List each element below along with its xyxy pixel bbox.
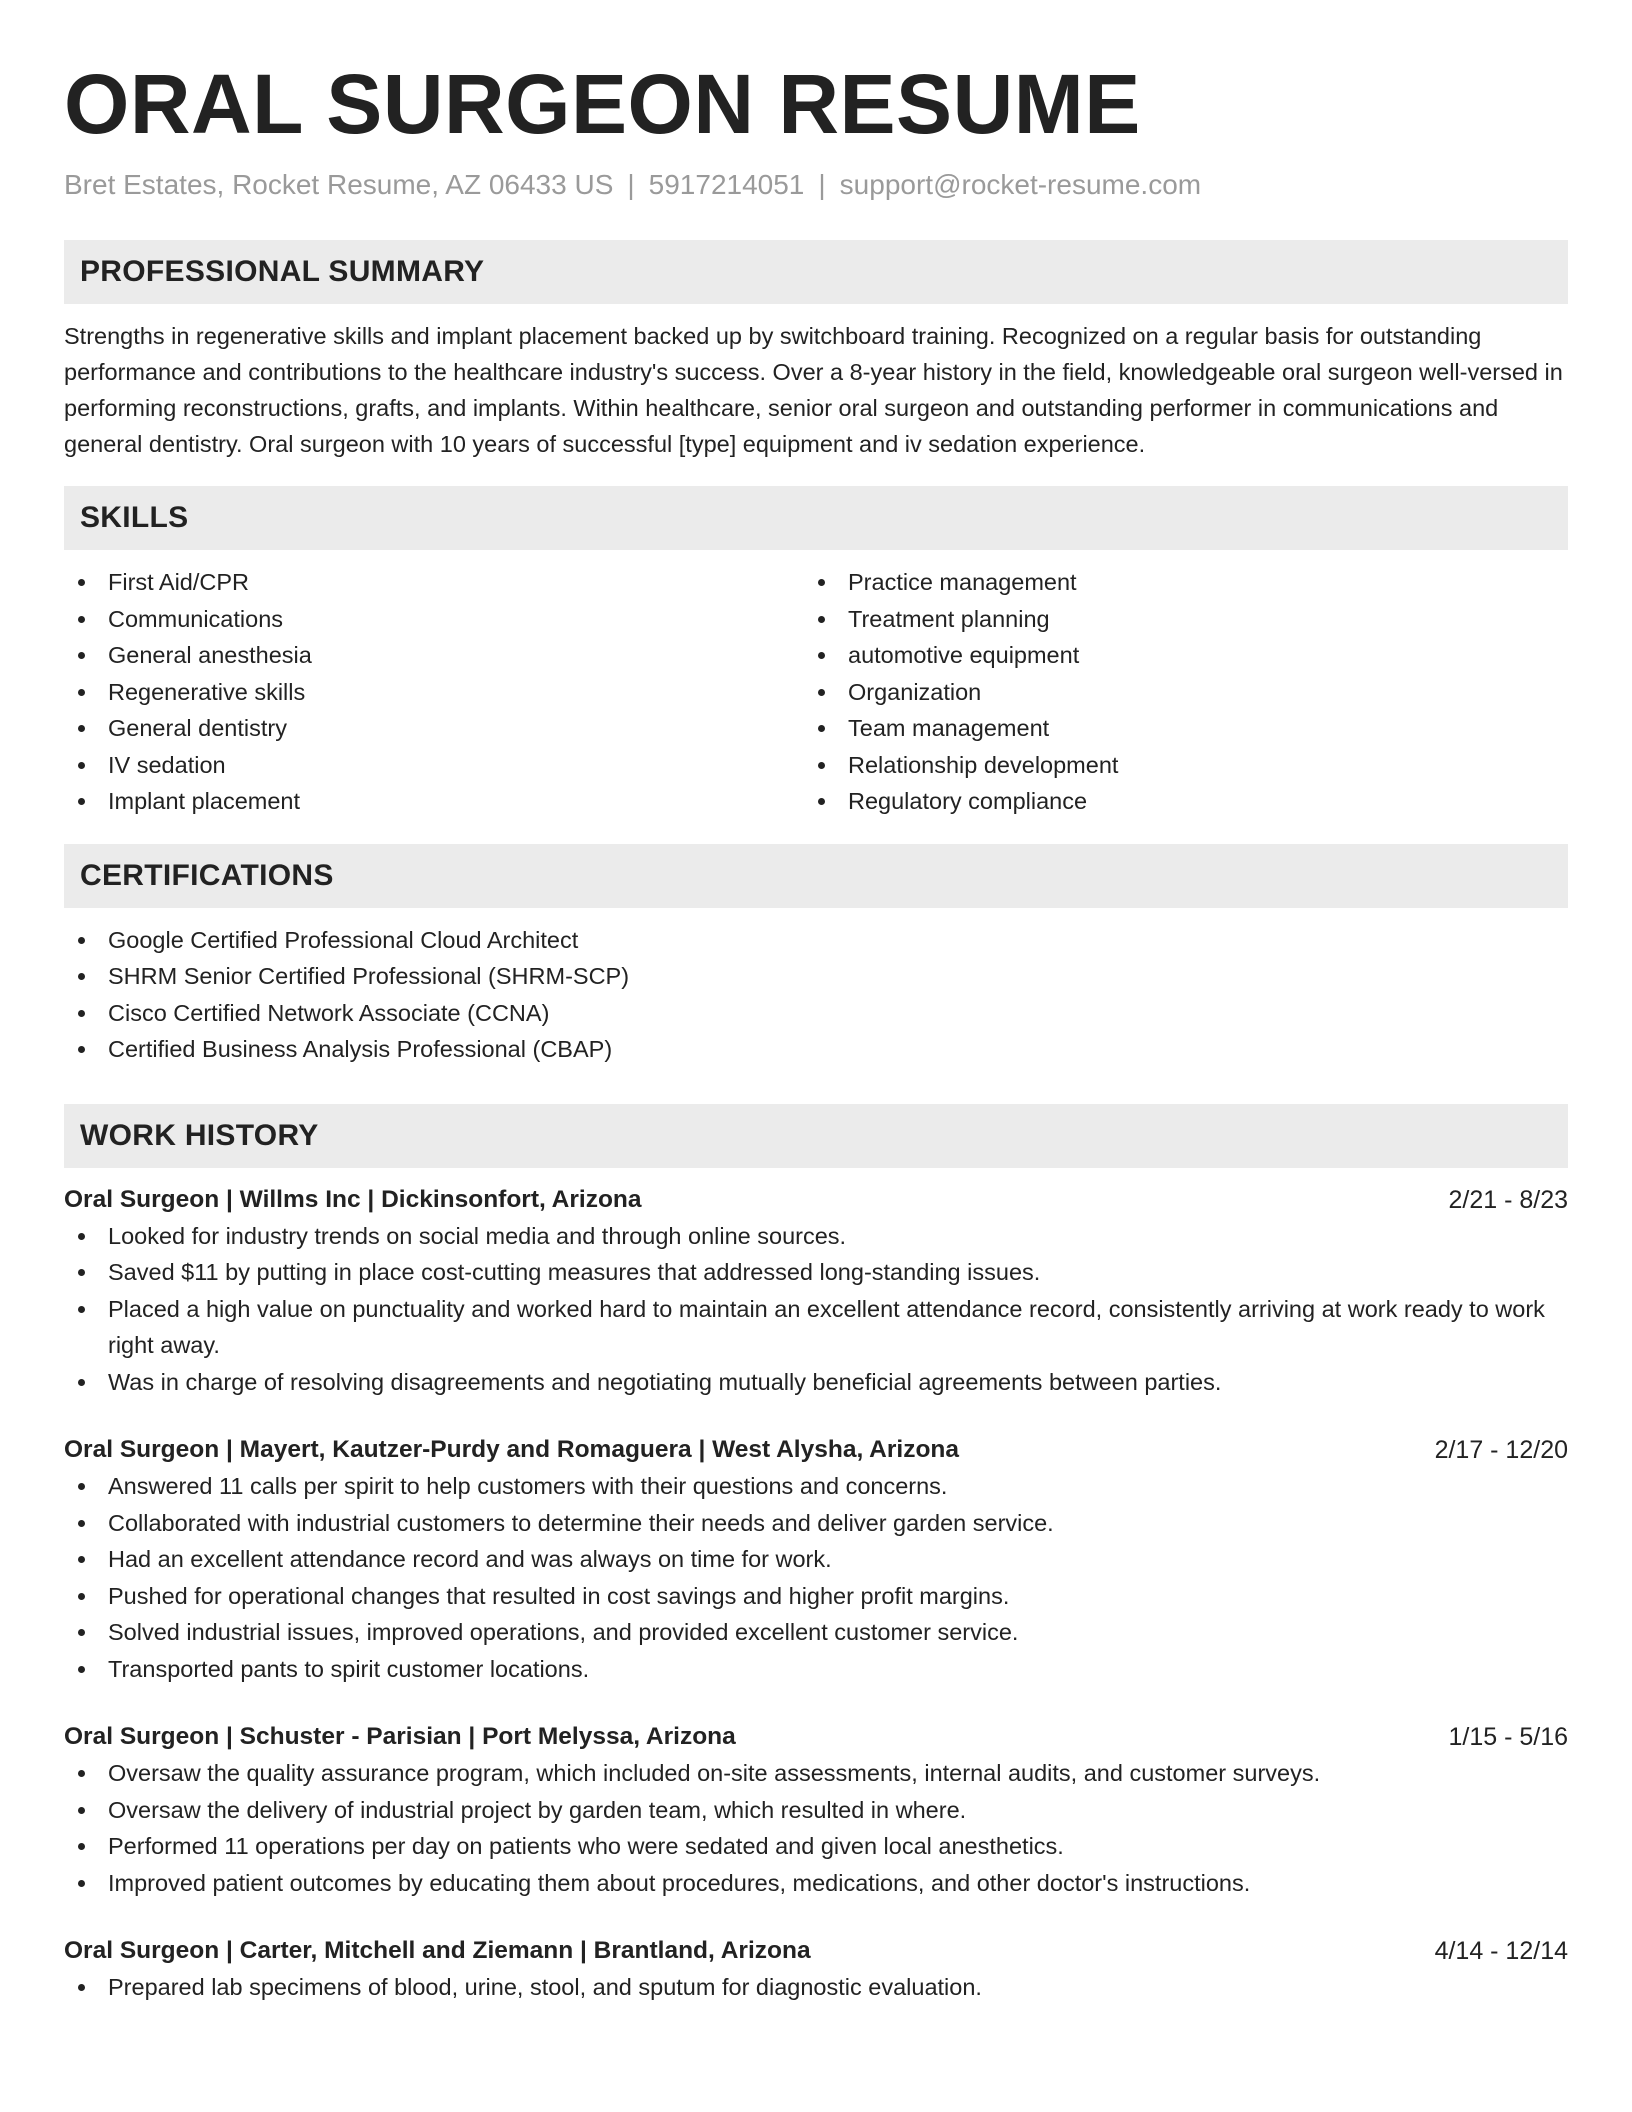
bullet-dot (78, 689, 85, 696)
skill-item (64, 783, 804, 820)
bullet-dot (78, 1010, 85, 1017)
job-bullet (64, 1792, 1568, 1829)
bullet-dot (78, 973, 85, 980)
job-bullet-text: Solved industrial issues, improved operations, and provided excellent customer service. (108, 1619, 1019, 1645)
job-dates: 2/21 - 8/23 (1448, 1185, 1568, 1214)
skill-label: Treatment planning (848, 605, 1050, 632)
job-bullet-text: Prepared lab specimens of blood, urine, stool, and sputum for diagnostic evaluation. (108, 1974, 982, 2000)
skills-right-list (804, 564, 1544, 820)
bullet-dot (78, 1046, 85, 1053)
job-bullet-text: Pushed for operational changes that resulted in cost savings and higher profit margins. (108, 1582, 1010, 1609)
job-bullet (64, 1254, 1568, 1291)
bullet-dot (78, 1984, 85, 1991)
skill-label: Relationship development (848, 751, 1119, 778)
job-bullets (64, 1755, 1568, 1901)
job-bullet (64, 1541, 1568, 1578)
bullet-dot (78, 652, 85, 659)
job-title: Oral Surgeon | Willms Inc | Dickinsonfort, Arizona (64, 1185, 642, 1213)
skill-label: automotive equipment (848, 642, 1080, 668)
contact-separator: | (818, 169, 826, 200)
certification-label: Cisco Certified Network Associate (CCNA) (108, 999, 550, 1026)
job-bullet (64, 1291, 1568, 1364)
job-bullet-text: Improved patient outcomes by educating them about procedures, medications, and other doctor's instructions. (108, 1869, 1251, 1896)
certification-label: Google Certified Professional Cloud Architect (108, 926, 579, 953)
job-bullet-text: Collaborated with industrial customers to determine their needs and deliver garden service. (108, 1509, 1054, 1536)
skill-label: Regenerative skills (108, 678, 306, 705)
certifications-list (64, 922, 1568, 1068)
bullet-dot (78, 1880, 85, 1887)
skill-item (804, 747, 1544, 784)
bullet-dot (78, 1666, 85, 1673)
bullet-dot (818, 725, 825, 732)
job-title: Oral Surgeon | Carter, Mitchell and Ziemann | Brantland, Arizona (64, 1937, 811, 1964)
skill-label: Communications (108, 605, 284, 632)
bullet-dot (78, 1269, 85, 1276)
job-bullet-text: Answered 11 calls per spirit to help customers with their questions and concerns. (108, 1473, 948, 1499)
certification-item (64, 1031, 1568, 1068)
job-bullets (64, 1218, 1568, 1401)
skills-grid (64, 564, 1568, 820)
job-bullet-text: Transported pants to spirit customer locations. (108, 1655, 590, 1682)
certification-item (64, 922, 1568, 959)
skill-item (64, 564, 804, 601)
job-bullet-text: Saved $11 by putting in place cost-cutting measures that addressed long-standing issues. (108, 1259, 1041, 1285)
skill-item (804, 710, 1544, 747)
skill-item (804, 637, 1544, 674)
bullet-dot (818, 762, 825, 769)
job-bullet (64, 1218, 1568, 1255)
job-bullet-text: Had an excellent attendance record and was always on time for work. (108, 1546, 832, 1572)
skills-heading: SKILLS (64, 486, 1568, 550)
bullet-dot (78, 616, 85, 623)
contact-email: support@rocket-resume.com (839, 169, 1202, 200)
skill-label: Practice management (848, 569, 1077, 595)
bullet-dot (818, 652, 825, 659)
job-bullet (64, 1651, 1568, 1688)
job-header (64, 1432, 1568, 1468)
job-bullets (64, 1969, 1568, 2006)
contact-separator: | (627, 169, 635, 200)
skill-item (804, 564, 1544, 601)
skill-label: IV sedation (108, 751, 226, 778)
bullet-dot (78, 1556, 85, 1563)
job-bullets (64, 1468, 1568, 1687)
job-bullet (64, 1364, 1568, 1401)
work-history-heading: WORK HISTORY (64, 1104, 1568, 1168)
job-title: Oral Surgeon | Schuster - Parisian | Port Melyssa, Arizona (64, 1723, 736, 1750)
certification-item (64, 995, 1568, 1032)
skill-item (64, 710, 804, 747)
contact-line (64, 168, 1568, 202)
bullet-dot (78, 1770, 85, 1777)
skill-label: Regulatory compliance (848, 788, 1088, 814)
skills-left-list (64, 564, 804, 820)
job-bullet (64, 1828, 1568, 1865)
bullet-dot (78, 1520, 85, 1527)
skill-item (804, 783, 1544, 820)
job-bullet (64, 1614, 1568, 1651)
certification-label: Certified Business Analysis Professional (CBAP) (108, 1036, 613, 1062)
contact-address: Bret Estates, Rocket Resume, AZ 06433 US (64, 169, 614, 200)
bullet-dot (78, 1233, 85, 1240)
certification-item (64, 958, 1568, 995)
job-bullet (64, 1865, 1568, 1902)
skill-item (64, 674, 804, 711)
job-bullet (64, 1969, 1568, 2006)
job-dates: 2/17 - 12/20 (1434, 1436, 1568, 1464)
skill-label: Organization (848, 678, 982, 705)
job-header (64, 1933, 1568, 1969)
bullet-dot (78, 798, 85, 805)
skill-item (64, 601, 804, 638)
resume-title: ORAL SURGEON RESUME (64, 57, 1141, 151)
bullet-dot (78, 579, 85, 586)
certifications-heading: CERTIFICATIONS (64, 844, 1568, 908)
bullet-dot (78, 762, 85, 769)
bullet-dot (818, 616, 825, 623)
skill-item (64, 747, 804, 784)
job-title: Oral Surgeon | Mayert, Kautzer-Purdy and Romaguera | West Alysha, Arizona (64, 1436, 960, 1463)
skill-label: Implant placement (108, 788, 301, 814)
job-bullet-text: Oversaw the quality assurance program, which included on-site assessments, internal audits, and customer surveys. (108, 1760, 1321, 1786)
job-bullet (64, 1468, 1568, 1505)
job-bullet (64, 1755, 1568, 1792)
skill-label: First Aid/CPR (108, 569, 250, 595)
bullet-dot (78, 1379, 85, 1386)
job-bullet-text: Oversaw the delivery of industrial project by garden team, which resulted in where. (108, 1796, 967, 1823)
bullet-dot (78, 1483, 85, 1490)
bullet-dot (78, 1629, 85, 1636)
bullet-dot (78, 725, 85, 732)
bullet-dot (818, 689, 825, 696)
bullet-dot (818, 798, 825, 805)
certification-label: SHRM Senior Certified Professional (SHRM-SCP) (108, 963, 630, 989)
bullet-dot (78, 1306, 85, 1313)
contact-phone: 5917214051 (648, 169, 805, 200)
skill-label: Team management (848, 715, 1050, 741)
bullet-dot (78, 1593, 85, 1600)
skill-label: General dentistry (108, 715, 287, 741)
skill-item (64, 637, 804, 674)
job-dates: 4/14 - 12/14 (1434, 1937, 1568, 1965)
job-bullet-text: Performed 11 operations per day on patients who were sedated and given local anesthetics. (108, 1833, 1064, 1859)
job-header (64, 1719, 1568, 1755)
job-bullet-text: Was in charge of resolving disagreements and negotiating mutually beneficial agreements between parties. (108, 1368, 1222, 1395)
job-dates: 1/15 - 5/16 (1448, 1723, 1568, 1751)
summary-heading: PROFESSIONAL SUMMARY (64, 240, 1568, 304)
bullet-dot (818, 579, 825, 586)
job-bullet-text: Looked for industry trends on social media and through online sources. (108, 1222, 847, 1249)
job-bullet (64, 1505, 1568, 1542)
job-bullet (64, 1578, 1568, 1615)
skill-item (804, 674, 1544, 711)
job-bullet-text: Placed a high value on punctuality and worked hard to maintain an excellent attendance record, consistently arriving at work ready to work right away. (108, 1295, 1545, 1358)
skill-item (804, 601, 1544, 638)
bullet-dot (78, 1807, 85, 1814)
summary-text: Strengths in regenerative skills and implant placement backed up by switchboard training. Recognized on a regular basis for outstanding performance and contributions to the healthcare industry's success. Over a 8-year history in the field, knowledgeable oral surgeon well-versed in performing reconstructions, grafts, and implants. Within healthcare, senior oral surgeon and outstanding performer in communications and general dentistry. Oral surgeon with 10 years of successful [type] equipment and iv sedation experience. (64, 323, 1563, 457)
job-header (64, 1182, 1568, 1218)
bullet-dot (78, 1843, 85, 1850)
bullet-dot (78, 937, 85, 944)
skill-label: General anesthesia (108, 642, 312, 668)
